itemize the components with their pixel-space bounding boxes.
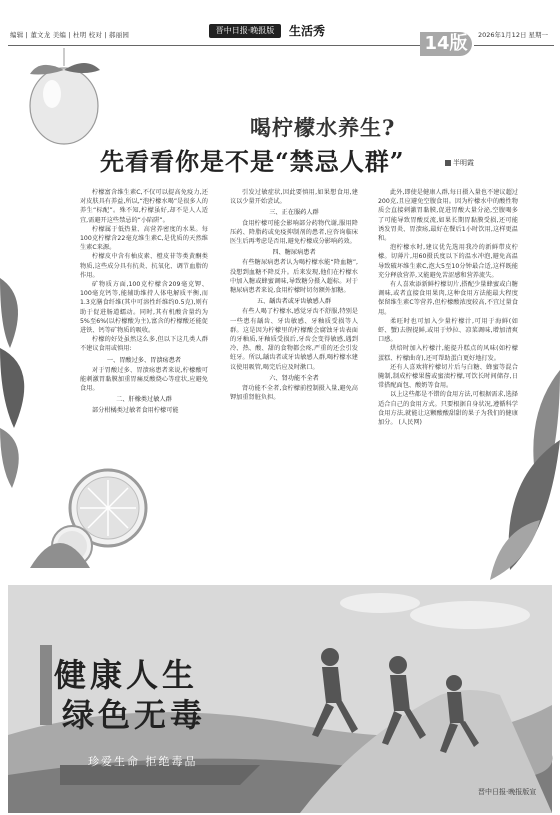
editor-credits: 编辑 | 董文龙 美编 | 杜明 校对 | 郝丽园 xyxy=(10,31,130,39)
paragraph: 有人喜欢添新鲜柠檬切片,搭配少量蜂蜜或白糖调味,或者直接食用果肉,这种食用方法能最大程度保留维生素C等营养,但柠檬酸浓度较高,不宜过量食用。 xyxy=(378,281,518,316)
byline-author: 半明霞 xyxy=(453,159,474,167)
paragraph: 对于胃酸过多、胃溃疡患者来说,柠檬酸可能刺激胃黏膜加重胃痛反酸烧心等症状,应避免食用。 xyxy=(80,366,208,393)
ad-title-line-1: 健康人生 xyxy=(54,656,199,694)
headline-line-2: 先看看你是不是“禁忌人群” xyxy=(100,147,405,176)
paragraph: 还有人喜欢将柠檬切片后与白糖、蜂蜜等混合腌制,制成柠檬果酱或蜜渍柠檬,可饮长时间储存,日常搭配面包、酸奶等食用。 xyxy=(378,363,518,390)
section-heading: 二、肝橡类过敏人群 xyxy=(116,396,172,404)
paragraph: 矿物质方面,100克柠檬含209毫克钾、100毫克钙等,能辅助维持人体电解质平衡,而1.3克膳食纤维(其中可溶性纤维约0.5克),则有助于促进肠道蠕动。同时,其有机酸含量约为5%至6%(以柠檬酸为主),富含的柠檬酸还能促进铁、钙等矿物质的吸收。 xyxy=(80,281,208,335)
paragraph: 此外,即使是健康人群,每日摄入量也不建议超过200克,且应避免空腹食用。因为柠檬水中的酸性物质会直接刺激胃黏膜,促进胃酸大量分泌,空腹喝多了可能导致胃酸反流,如果长期胃黏膜受损,还可能诱发胃炎、胃溃疡,最好在餐后1小时饮用,这样更温和。 xyxy=(378,189,518,243)
article-column-3 xyxy=(378,188,518,427)
section-title: 生活秀 xyxy=(289,24,326,38)
section-heading: 五、龋齿者或牙齿敏感人群 xyxy=(256,298,332,306)
byline xyxy=(445,158,474,168)
paragraph: 部分柑橘类过敏者食用柠檬可能 xyxy=(92,406,179,414)
paragraph: 有些糖尿病患者认为喝柠檬水能“降血糖”,没想到血糖不降反升。后来发现,他们在柠檬水中加入糖或蜂蜜调味,导致糖分摄入超标。对于糖尿病患者来说,食用柠檬时切勿额外加糖。 xyxy=(230,259,358,295)
paragraph: 以上这些都是不错的食用方法,可根据需求,选择适合自己的食用方式。只要根据自身状况,遵循科学食用方法,就能让这颗酸酸甜甜的果子为我们的健康加分。 (人民网) xyxy=(378,391,518,427)
paragraph: 泡柠檬水时,建议优先选用我冷的新鲜带皮柠檬。切薄片,用60摄氏度以下的温水冲泡,避免高温导致破坏维生素C,泡大5至10分钟最合适,这样既能充分释放营养,又能避免苦涩感和营养流失。 xyxy=(378,244,518,279)
paragraph: 有些人喝了柠檬水,感觉牙齿不舒服,特别是一些患有龋齿、牙齿敏感、牙釉质受损等人群。这是因为柠檬里的柠檬酸会腐蚀牙齿表面的牙釉质,牙釉质受损后,牙齿会变得敏感,遇到冷、热、酸、甜的食物都会疼,严重的还会引发蛀牙。所以,龋齿者或牙齿敏感人群,喝柠檬水建议使用吸管,喝完后应及时漱口。 xyxy=(230,308,358,371)
section-heading: 六、肾功能不全者 xyxy=(269,374,319,382)
byline-marker-icon xyxy=(445,160,451,166)
paragraph: 柠檬属于低热量、高营养密度的水果。每100克柠檬含22毫克维生素C,是优质的天然维生素C来源。 xyxy=(80,225,208,252)
paragraph: 柔旺时也可加入少量柠檬汁,可用于海鲜(如虾、蟹)去腥提鲜,或用于炒拉、凉菜调味,增加清爽口感。 xyxy=(378,317,518,344)
paragraph: 柠檬的好处虽然这么多,但以下这几类人群不建议食用或慎用: xyxy=(80,336,208,353)
section-heading: 三、正在服药人群 xyxy=(269,209,319,217)
header-rule-right xyxy=(474,45,554,46)
issue-date: 2026年1月12日 星期一 xyxy=(478,31,549,39)
paragraph: 食用柠檬可能会影响部分药物代谢,服用降压药、降脂药或免疫抑制剂的患者,应咨询临床医生后再考虑是否用,避免柠檬成分影响药效。 xyxy=(230,219,358,246)
headline-line-1: 喝柠檬水养生? xyxy=(250,115,396,140)
ad-slogan: 珍爱生命 拒绝毒品 xyxy=(88,755,198,768)
section-heading: 四、糖尿病患者 xyxy=(272,249,316,257)
article-column-2 xyxy=(230,188,358,402)
ad-credit: 晋中日报·晚报版宣 xyxy=(478,788,537,796)
ad-title-line-2: 绿色无毒 xyxy=(62,696,207,734)
paragraph: 柠檬皮中含有柚皮素、橙皮苷等类黄酮类物质,这些成分具有抗炎、抗氧化、调节血脂的作用。 xyxy=(80,253,208,279)
paragraph: 引发过敏症状,因此要慎用,如果想食用,建议以少量开始尝试。 xyxy=(230,189,358,206)
paragraph: 烘焙时加入柠檬汁,能提升糕点的风味(如柠檬蛋糕、柠檬曲奇),还可帮助蛋白更好地打发。 xyxy=(378,345,518,362)
paragraph: 柠檬富含维生素C,不仅可以提高免疫力,还对皮肤具有养益,所以,“泡柠檬水喝”是很多人的养生“标配”。殊不知,柠檬虽好,却不是人人适宜,需避开这些禁忌的“小陷阱”。 xyxy=(80,189,208,224)
section-heading: 一、胃酸过多、胃溃疡患者 xyxy=(106,356,182,364)
newspaper-logo: 晋中日报·晚报版 xyxy=(209,24,281,38)
article-body xyxy=(80,188,520,568)
article-column-1 xyxy=(80,188,208,415)
header-rule xyxy=(8,45,420,46)
paragraph: 肾功能不全者,食柠檬前控制摄入量,避免高钾加重肾脏负担。 xyxy=(230,385,358,402)
page-number-badge: 14版 xyxy=(420,32,472,56)
